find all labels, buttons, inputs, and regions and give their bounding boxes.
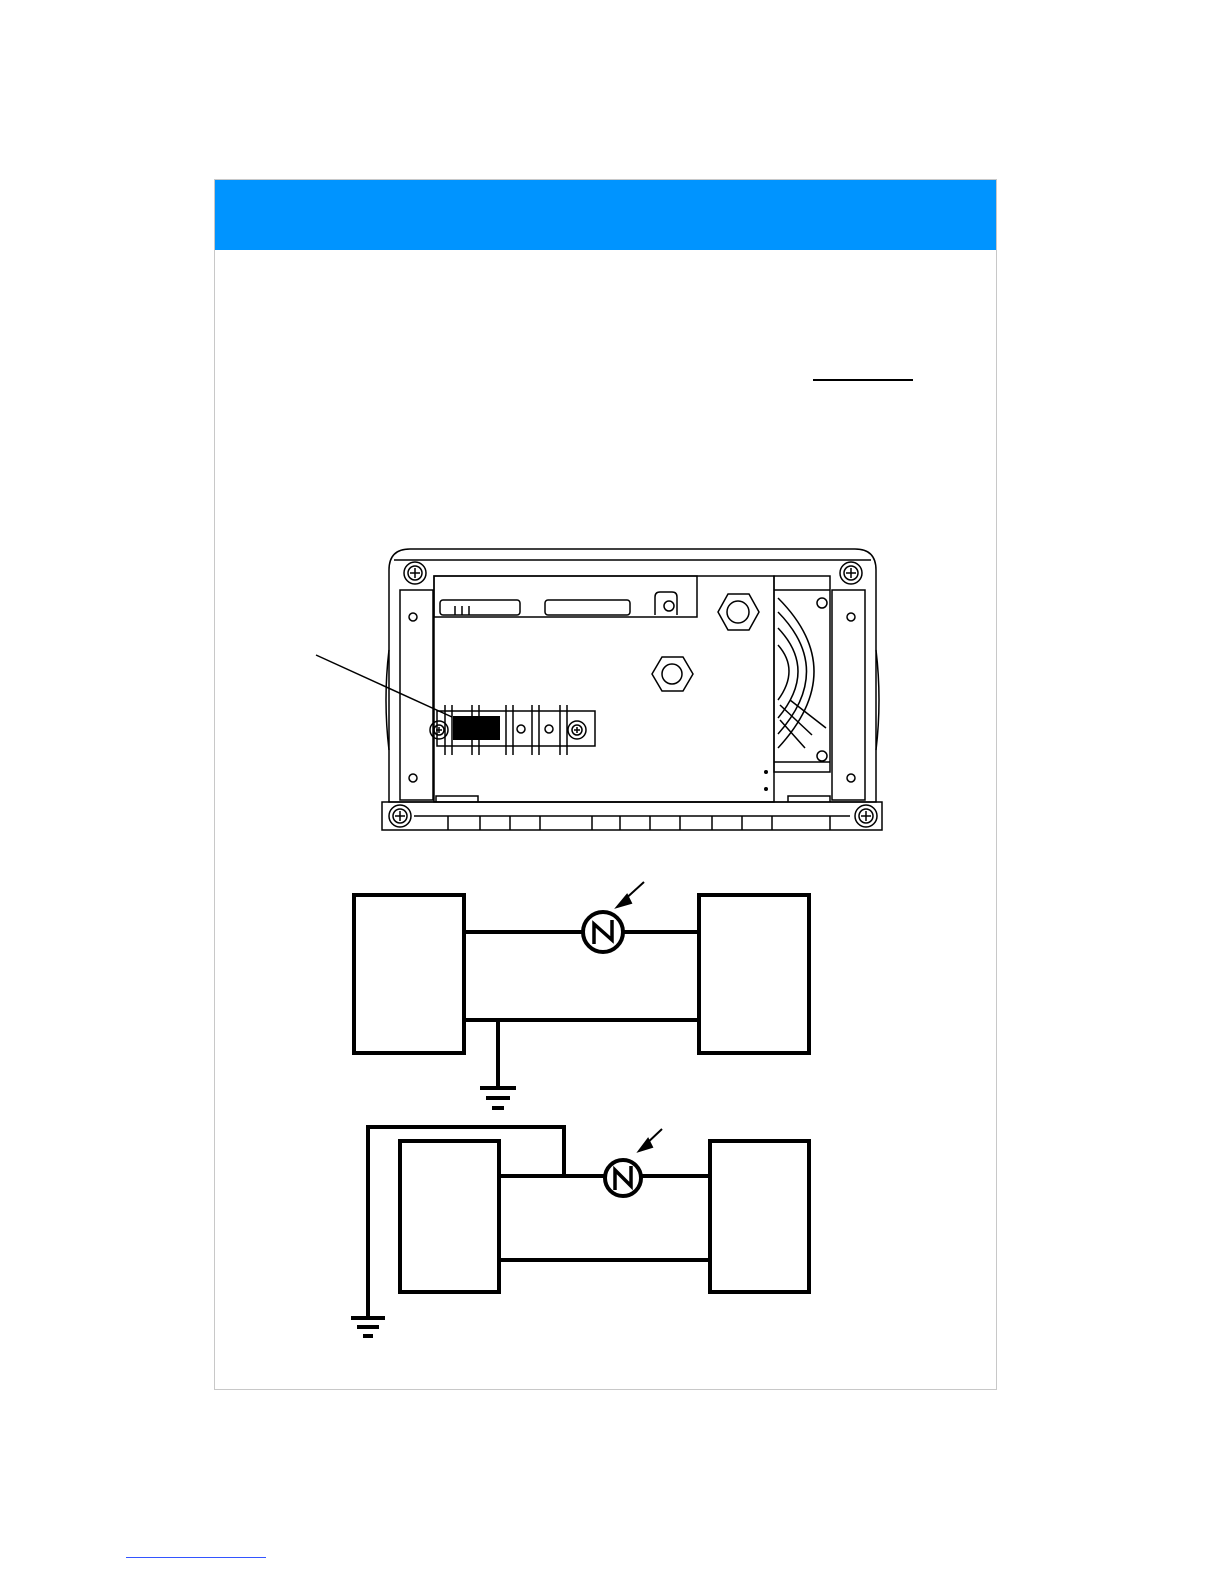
footer-link-rule — [126, 1557, 266, 1558]
